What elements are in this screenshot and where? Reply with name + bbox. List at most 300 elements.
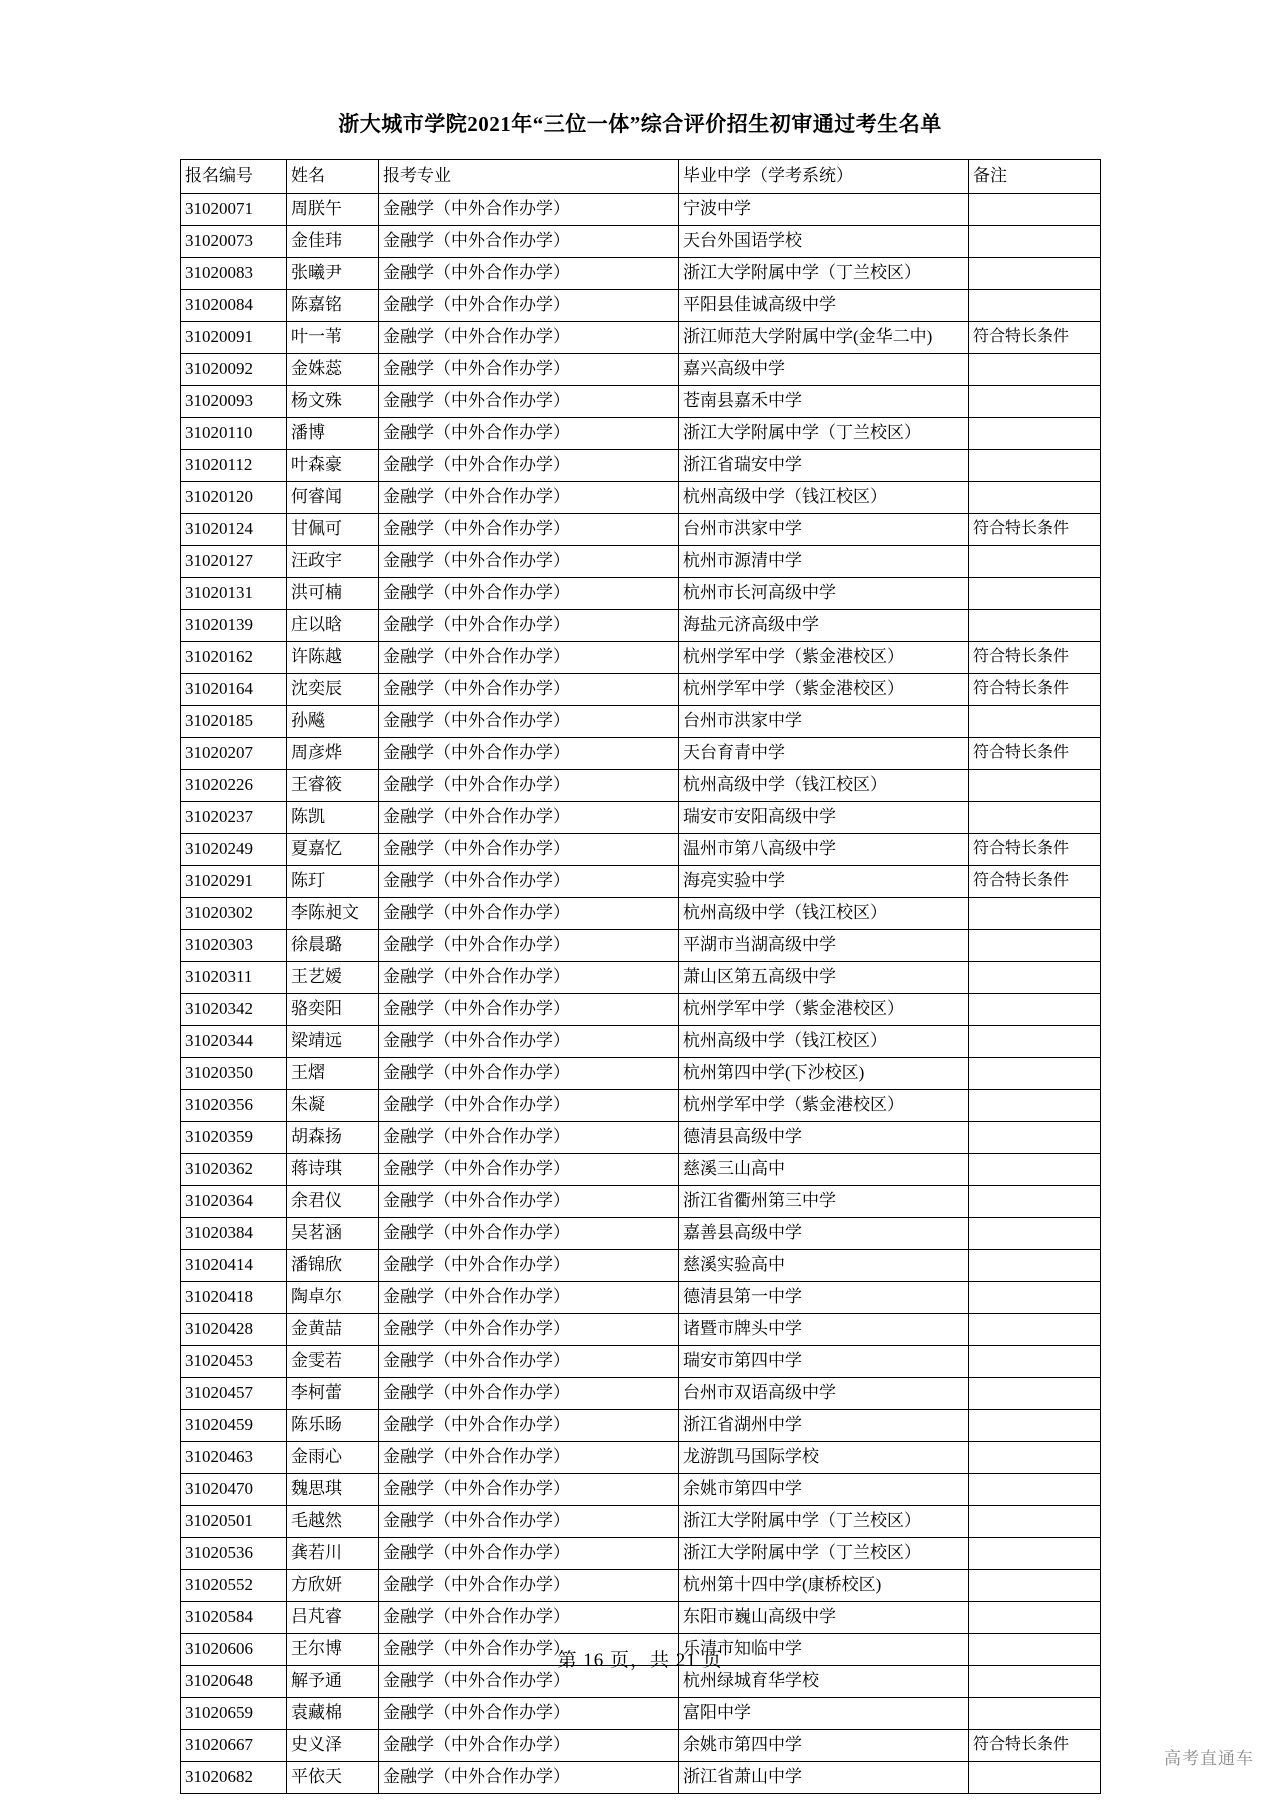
cell-remarks: [969, 930, 1101, 962]
table-row: [181, 1762, 1101, 1794]
cell-name: 吕芃睿: [287, 1602, 379, 1634]
cell-remarks: 符合特长条件: [969, 866, 1101, 898]
cell-school: 杭州第四中学(下沙校区): [679, 1058, 969, 1090]
cell-registration-number: 31020083: [181, 258, 287, 290]
cell-major: 金融学（中外合作办学）: [379, 1410, 679, 1442]
cell-school: 平阳县佳诚高级中学: [679, 290, 969, 322]
cell-name: 吴茗涵: [287, 1218, 379, 1250]
cell-name: 蒋诗琪: [287, 1154, 379, 1186]
cell-registration-number: 31020459: [181, 1410, 287, 1442]
cell-school: 浙江大学附属中学（丁兰校区）: [679, 418, 969, 450]
cell-remarks: [969, 1506, 1101, 1538]
cell-registration-number: 31020073: [181, 226, 287, 258]
cell-major: 金融学（中外合作办学）: [379, 610, 679, 642]
cell-major: 金融学（中外合作办学）: [379, 1474, 679, 1506]
cell-major: 金融学（中外合作办学）: [379, 1154, 679, 1186]
page-footer: 第 16 页，共 21 页: [557, 1650, 723, 1671]
cell-major: 金融学（中外合作办学）: [379, 1346, 679, 1378]
cell-school: 浙江大学附属中学（丁兰校区）: [679, 1538, 969, 1570]
cell-major: 金融学（中外合作办学）: [379, 194, 679, 226]
table-row: [181, 994, 1101, 1026]
cell-name: 何睿闻: [287, 482, 379, 514]
cell-school: 嘉善县高级中学: [679, 1218, 969, 1250]
cell-school: 东阳市巍山高级中学: [679, 1602, 969, 1634]
cell-major: 金融学（中外合作办学）: [379, 1666, 679, 1698]
cell-remarks: [969, 1314, 1101, 1346]
cell-major: 金融学（中外合作办学）: [379, 706, 679, 738]
cell-remarks: [969, 994, 1101, 1026]
cell-major: 金融学（中外合作办学）: [379, 738, 679, 770]
cell-school: 德清县第一中学: [679, 1282, 969, 1314]
cell-remarks: [969, 770, 1101, 802]
cell-major: 金融学（中外合作办学）: [379, 930, 679, 962]
cell-school: 杭州市长河高级中学: [679, 578, 969, 610]
cell-registration-number: 31020584: [181, 1602, 287, 1634]
cell-registration-number: 31020131: [181, 578, 287, 610]
cell-major: 金融学（中外合作办学）: [379, 1122, 679, 1154]
cell-registration-number: 31020356: [181, 1090, 287, 1122]
cell-name: 金雯若: [287, 1346, 379, 1378]
cell-remarks: [969, 1602, 1101, 1634]
cell-registration-number: 31020112: [181, 450, 287, 482]
cell-name: 梁靖远: [287, 1026, 379, 1058]
cell-registration-number: 31020071: [181, 194, 287, 226]
table-row: [181, 258, 1101, 290]
cell-name: 叶一苇: [287, 322, 379, 354]
table-row: [181, 1410, 1101, 1442]
cell-major: 金融学（中外合作办学）: [379, 994, 679, 1026]
cell-major: 金融学（中外合作办学）: [379, 354, 679, 386]
cell-school: 杭州绿城育华学校: [679, 1666, 969, 1698]
cell-remarks: [969, 290, 1101, 322]
cell-remarks: [969, 1282, 1101, 1314]
cell-major: 金融学（中外合作办学）: [379, 546, 679, 578]
cell-registration-number: 31020120: [181, 482, 287, 514]
table-row: [181, 354, 1101, 386]
cell-name: 金雨心: [287, 1442, 379, 1474]
table-body: [181, 194, 1101, 1794]
cell-name: 李柯蕾: [287, 1378, 379, 1410]
cell-remarks: [969, 1154, 1101, 1186]
cell-remarks: [969, 578, 1101, 610]
table-row: [181, 642, 1101, 674]
cell-remarks: [969, 1058, 1101, 1090]
table-row: [181, 194, 1101, 226]
cell-school: 杭州高级中学（钱江校区）: [679, 898, 969, 930]
cell-school: 瑞安市第四中学: [679, 1346, 969, 1378]
cell-name: 王熠: [287, 1058, 379, 1090]
cell-major: 金融学（中外合作办学）: [379, 898, 679, 930]
cell-remarks: [969, 962, 1101, 994]
cell-name: 甘佩可: [287, 514, 379, 546]
cell-school: 慈溪实验高中: [679, 1250, 969, 1282]
cell-school: 台州市洪家中学: [679, 514, 969, 546]
table-row: [181, 386, 1101, 418]
cell-remarks: [969, 1026, 1101, 1058]
cell-name: 沈奕辰: [287, 674, 379, 706]
table-row: [181, 1570, 1101, 1602]
cell-school: 诸暨市牌头中学: [679, 1314, 969, 1346]
cell-remarks: [969, 802, 1101, 834]
cell-school: 台州市洪家中学: [679, 706, 969, 738]
table-row: [181, 482, 1101, 514]
cell-major: 金融学（中外合作办学）: [379, 642, 679, 674]
cell-remarks: [969, 482, 1101, 514]
cell-remarks: [969, 706, 1101, 738]
cell-school: 萧山区第五高级中学: [679, 962, 969, 994]
table-row: [181, 1186, 1101, 1218]
cell-remarks: [969, 1410, 1101, 1442]
cell-school: 德清县高级中学: [679, 1122, 969, 1154]
table-row: [181, 1474, 1101, 1506]
cell-name: 龚若川: [287, 1538, 379, 1570]
table-row: [181, 546, 1101, 578]
table-row: [181, 930, 1101, 962]
cell-registration-number: 31020092: [181, 354, 287, 386]
table-row: [181, 1090, 1101, 1122]
cell-registration-number: 31020249: [181, 834, 287, 866]
cell-name: 潘锦欣: [287, 1250, 379, 1282]
cell-registration-number: 31020501: [181, 1506, 287, 1538]
cell-remarks: [969, 1762, 1101, 1794]
column-header-remarks: 备注: [969, 160, 1101, 194]
cell-registration-number: 31020682: [181, 1762, 287, 1794]
cell-school: 瑞安市安阳高级中学: [679, 802, 969, 834]
cell-registration-number: 31020139: [181, 610, 287, 642]
table-row: [181, 674, 1101, 706]
watermark-label: 高考直通车: [1164, 1749, 1254, 1768]
cell-name: 王艺嫒: [287, 962, 379, 994]
cell-registration-number: 31020536: [181, 1538, 287, 1570]
cell-name: 金黄喆: [287, 1314, 379, 1346]
cell-remarks: [969, 1538, 1101, 1570]
cell-name: 徐晨璐: [287, 930, 379, 962]
cell-registration-number: 31020606: [181, 1634, 287, 1666]
page-title: 浙大城市学院2021年“三位一体”综合评价招生初审通过考生名单: [338, 112, 942, 136]
cell-remarks: [969, 354, 1101, 386]
table-row: [181, 866, 1101, 898]
cell-name: 魏思琪: [287, 1474, 379, 1506]
cell-name: 周朕午: [287, 194, 379, 226]
column-header-name: 姓名: [287, 160, 379, 194]
table-row: [181, 1250, 1101, 1282]
cell-registration-number: 31020237: [181, 802, 287, 834]
table-row: [181, 770, 1101, 802]
cell-school: 宁波中学: [679, 194, 969, 226]
cell-name: 周彦烨: [287, 738, 379, 770]
table-row: [181, 1282, 1101, 1314]
cell-registration-number: 31020364: [181, 1186, 287, 1218]
cell-registration-number: 31020342: [181, 994, 287, 1026]
cell-name: 陈凯: [287, 802, 379, 834]
cell-major: 金融学（中外合作办学）: [379, 482, 679, 514]
cell-name: 陈乐旸: [287, 1410, 379, 1442]
column-header-major: 报考专业: [379, 160, 679, 194]
cell-remarks: [969, 1474, 1101, 1506]
cell-school: 海盐元济高级中学: [679, 610, 969, 642]
cell-major: 金融学（中外合作办学）: [379, 578, 679, 610]
cell-name: 许陈越: [287, 642, 379, 674]
cell-registration-number: 31020093: [181, 386, 287, 418]
cell-school: 平湖市当湖高级中学: [679, 930, 969, 962]
table-row: [181, 962, 1101, 994]
cell-major: 金融学（中外合作办学）: [379, 1762, 679, 1794]
cell-major: 金融学（中外合作办学）: [379, 674, 679, 706]
cell-school: 杭州学军中学（紫金港校区）: [679, 642, 969, 674]
table-row: [181, 1314, 1101, 1346]
cell-remarks: [969, 258, 1101, 290]
table-row: [181, 1346, 1101, 1378]
cell-registration-number: 31020552: [181, 1570, 287, 1602]
cell-registration-number: 31020110: [181, 418, 287, 450]
cell-registration-number: 31020185: [181, 706, 287, 738]
cell-major: 金融学（中外合作办学）: [379, 866, 679, 898]
cell-remarks: [969, 898, 1101, 930]
cell-school: 天台外国语学校: [679, 226, 969, 258]
cell-name: 陈玎: [287, 866, 379, 898]
cell-major: 金融学（中外合作办学）: [379, 322, 679, 354]
cell-registration-number: 31020311: [181, 962, 287, 994]
cell-remarks: [969, 610, 1101, 642]
cell-remarks: [969, 1122, 1101, 1154]
table-row: [181, 578, 1101, 610]
cell-major: 金融学（中外合作办学）: [379, 1250, 679, 1282]
cell-major: 金融学（中外合作办学）: [379, 1090, 679, 1122]
table-row: [181, 1602, 1101, 1634]
cell-name: 王睿筱: [287, 770, 379, 802]
cell-major: 金融学（中外合作办学）: [379, 1282, 679, 1314]
cell-school: 杭州学军中学（紫金港校区）: [679, 994, 969, 1026]
cell-name: 平依天: [287, 1762, 379, 1794]
cell-registration-number: 31020457: [181, 1378, 287, 1410]
cell-name: 陈嘉铭: [287, 290, 379, 322]
table-row: [181, 226, 1101, 258]
cell-name: 解予通: [287, 1666, 379, 1698]
cell-registration-number: 31020648: [181, 1666, 287, 1698]
cell-school: 慈溪三山高中: [679, 1154, 969, 1186]
column-header-registration-number: 报名编号: [181, 160, 287, 194]
cell-major: 金融学（中外合作办学）: [379, 514, 679, 546]
cell-name: 叶森豪: [287, 450, 379, 482]
cell-name: 庄以晗: [287, 610, 379, 642]
table-row: [181, 1506, 1101, 1538]
cell-remarks: [969, 1346, 1101, 1378]
cell-name: 张曦尹: [287, 258, 379, 290]
table-row: [181, 1058, 1101, 1090]
cell-school: 杭州第十四中学(康桥校区): [679, 1570, 969, 1602]
table-row: [181, 898, 1101, 930]
cell-school: 天台育青中学: [679, 738, 969, 770]
table-row: [181, 514, 1101, 546]
cell-major: 金融学（中外合作办学）: [379, 1314, 679, 1346]
cell-remarks: 符合特长条件: [969, 674, 1101, 706]
cell-name: 夏嘉忆: [287, 834, 379, 866]
cell-remarks: [969, 1186, 1101, 1218]
cell-remarks: [969, 546, 1101, 578]
table-row: [181, 1538, 1101, 1570]
roster-table: [180, 159, 1101, 1794]
table-row: [181, 1026, 1101, 1058]
cell-school: 嘉兴高级中学: [679, 354, 969, 386]
cell-registration-number: 31020226: [181, 770, 287, 802]
table-row: [181, 1442, 1101, 1474]
cell-registration-number: 31020463: [181, 1442, 287, 1474]
cell-school: 浙江省瑞安中学: [679, 450, 969, 482]
cell-remarks: 符合特长条件: [969, 642, 1101, 674]
cell-name: 陶卓尔: [287, 1282, 379, 1314]
cell-name: 骆奕阳: [287, 994, 379, 1026]
table-row: [181, 450, 1101, 482]
cell-name: 洪可楠: [287, 578, 379, 610]
cell-school: 杭州学军中学（紫金港校区）: [679, 674, 969, 706]
cell-registration-number: 31020127: [181, 546, 287, 578]
table-row: [181, 1378, 1101, 1410]
cell-remarks: 符合特长条件: [969, 514, 1101, 546]
table-row: [181, 706, 1101, 738]
roster-table-container: [180, 159, 1100, 1794]
cell-registration-number: 31020359: [181, 1122, 287, 1154]
cell-school: 浙江师范大学附属中学(金华二中): [679, 322, 969, 354]
cell-remarks: [969, 450, 1101, 482]
cell-registration-number: 31020344: [181, 1026, 287, 1058]
cell-name: 胡森扬: [287, 1122, 379, 1154]
cell-school: 浙江大学附属中学（丁兰校区）: [679, 1506, 969, 1538]
cell-remarks: [969, 1378, 1101, 1410]
cell-registration-number: 31020091: [181, 322, 287, 354]
cell-name: 方欣妍: [287, 1570, 379, 1602]
cell-registration-number: 31020084: [181, 290, 287, 322]
cell-school: 杭州市源清中学: [679, 546, 969, 578]
cell-major: 金融学（中外合作办学）: [379, 1026, 679, 1058]
cell-remarks: [969, 1698, 1101, 1730]
cell-major: 金融学（中外合作办学）: [379, 1506, 679, 1538]
cell-registration-number: 31020414: [181, 1250, 287, 1282]
cell-major: 金融学（中外合作办学）: [379, 770, 679, 802]
table-row: [181, 834, 1101, 866]
cell-remarks: [969, 194, 1101, 226]
cell-school: 乐清市知临中学: [679, 1634, 969, 1666]
cell-major: 金融学（中外合作办学）: [379, 1634, 679, 1666]
cell-major: 金融学（中外合作办学）: [379, 418, 679, 450]
cell-name: 朱凝: [287, 1090, 379, 1122]
cell-name: 金姝蕊: [287, 354, 379, 386]
cell-name: 孙飚: [287, 706, 379, 738]
cell-school: 杭州高级中学（钱江校区）: [679, 482, 969, 514]
table-row: [181, 1698, 1101, 1730]
cell-school: 富阳中学: [679, 1698, 969, 1730]
cell-school: 苍南县嘉禾中学: [679, 386, 969, 418]
cell-major: 金融学（中外合作办学）: [379, 290, 679, 322]
table-row: [181, 1154, 1101, 1186]
cell-school: 浙江大学附属中学（丁兰校区）: [679, 258, 969, 290]
cell-major: 金融学（中外合作办学）: [379, 834, 679, 866]
cell-remarks: [969, 226, 1101, 258]
cell-registration-number: 31020350: [181, 1058, 287, 1090]
cell-major: 金融学（中外合作办学）: [379, 1602, 679, 1634]
cell-name: 李陈昶文: [287, 898, 379, 930]
cell-major: 金融学（中外合作办学）: [379, 1186, 679, 1218]
cell-registration-number: 31020164: [181, 674, 287, 706]
cell-remarks: 符合特长条件: [969, 738, 1101, 770]
cell-major: 金融学（中外合作办学）: [379, 226, 679, 258]
cell-school: 余姚市第四中学: [679, 1474, 969, 1506]
cell-major: 金融学（中外合作办学）: [379, 1058, 679, 1090]
cell-registration-number: 31020207: [181, 738, 287, 770]
cell-major: 金融学（中外合作办学）: [379, 258, 679, 290]
cell-registration-number: 31020659: [181, 1698, 287, 1730]
cell-school: 龙游凯马国际学校: [679, 1442, 969, 1474]
cell-school: 海亮实验中学: [679, 866, 969, 898]
cell-registration-number: 31020667: [181, 1730, 287, 1762]
cell-name: 余君仪: [287, 1186, 379, 1218]
cell-registration-number: 31020303: [181, 930, 287, 962]
table-row: [181, 610, 1101, 642]
cell-major: 金融学（中外合作办学）: [379, 1378, 679, 1410]
table-row: [181, 802, 1101, 834]
cell-remarks: [969, 418, 1101, 450]
cell-registration-number: 31020470: [181, 1474, 287, 1506]
cell-school: 杭州高级中学（钱江校区）: [679, 1026, 969, 1058]
cell-name: 史义泽: [287, 1730, 379, 1762]
cell-school: 台州市双语高级中学: [679, 1378, 969, 1410]
cell-remarks: [969, 1442, 1101, 1474]
cell-remarks: [969, 1090, 1101, 1122]
cell-remarks: 符合特长条件: [969, 1730, 1101, 1762]
cell-remarks: 符合特长条件: [969, 322, 1101, 354]
cell-major: 金融学（中外合作办学）: [379, 1538, 679, 1570]
cell-major: 金融学（中外合作办学）: [379, 1570, 679, 1602]
table-row: [181, 418, 1101, 450]
table-row: [181, 1218, 1101, 1250]
cell-name: 金佳玮: [287, 226, 379, 258]
cell-registration-number: 31020384: [181, 1218, 287, 1250]
cell-major: 金融学（中外合作办学）: [379, 1218, 679, 1250]
cell-registration-number: 31020453: [181, 1346, 287, 1378]
table-row: [181, 290, 1101, 322]
cell-school: 温州市第八高级中学: [679, 834, 969, 866]
cell-registration-number: 31020124: [181, 514, 287, 546]
cell-school: 浙江省湖州中学: [679, 1410, 969, 1442]
cell-major: 金融学（中外合作办学）: [379, 1442, 679, 1474]
table-row: [181, 322, 1101, 354]
cell-registration-number: 31020302: [181, 898, 287, 930]
table-header: [181, 160, 1101, 194]
cell-registration-number: 31020362: [181, 1154, 287, 1186]
cell-name: 王尔博: [287, 1634, 379, 1666]
cell-remarks: [969, 1218, 1101, 1250]
cell-major: 金融学（中外合作办学）: [379, 386, 679, 418]
cell-school: 杭州学军中学（紫金港校区）: [679, 1090, 969, 1122]
cell-major: 金融学（中外合作办学）: [379, 1730, 679, 1762]
cell-name: 潘博: [287, 418, 379, 450]
cell-major: 金融学（中外合作办学）: [379, 802, 679, 834]
cell-registration-number: 31020291: [181, 866, 287, 898]
cell-registration-number: 31020162: [181, 642, 287, 674]
cell-name: 杨文殊: [287, 386, 379, 418]
cell-school: 杭州高级中学（钱江校区）: [679, 770, 969, 802]
column-header-school: 毕业中学（学考系统）: [679, 160, 969, 194]
cell-name: 袁藏棉: [287, 1698, 379, 1730]
cell-school: 余姚市第四中学: [679, 1730, 969, 1762]
cell-registration-number: 31020428: [181, 1314, 287, 1346]
cell-major: 金融学（中外合作办学）: [379, 1698, 679, 1730]
cell-remarks: [969, 386, 1101, 418]
cell-remarks: [969, 1570, 1101, 1602]
cell-name: 毛越然: [287, 1506, 379, 1538]
cell-major: 金融学（中外合作办学）: [379, 962, 679, 994]
table-row: [181, 1730, 1101, 1762]
cell-name: 汪政宇: [287, 546, 379, 578]
